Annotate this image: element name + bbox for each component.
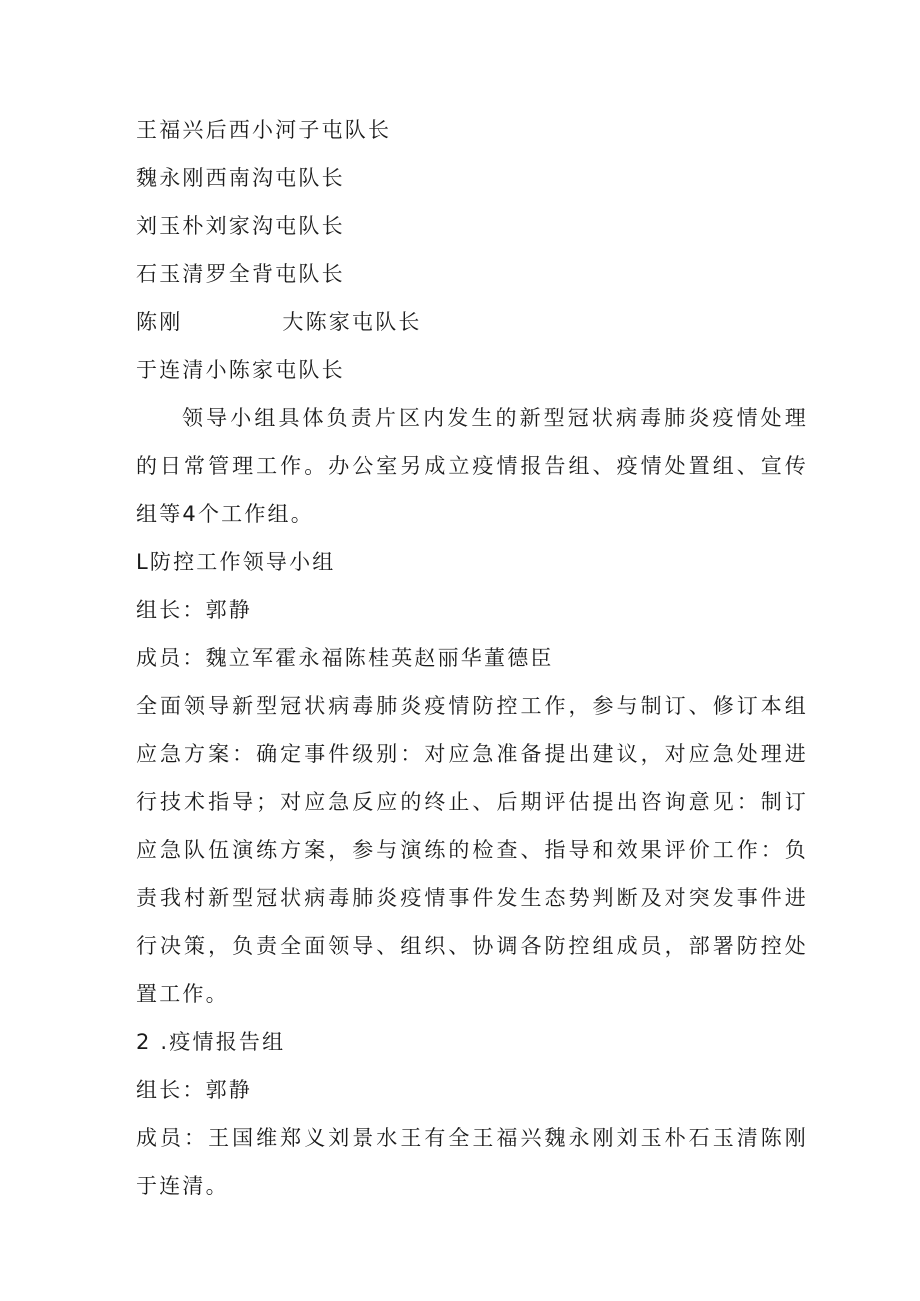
intro-paragraph: 领导小组具体负责片区内发生的新型冠状病毒肺炎疫情处理的日常管理工作。办公室另成立疫情报告组、疫情处置组、宣传组等4个工作组。 bbox=[136, 406, 808, 526]
group1-members: 成员：魏立军霍永福陈桂英赵丽华董德臣 bbox=[136, 646, 554, 670]
member-line: 刘玉朴刘家沟屯队长 bbox=[136, 214, 345, 238]
document-body bbox=[136, 106, 808, 1210]
group1-heading: L防控工作领导小组 bbox=[136, 550, 336, 574]
group2-leader: 组长：郭静 bbox=[136, 1078, 252, 1102]
member-line: 石玉清罗全背屯队长 bbox=[136, 262, 345, 286]
member-line: 于连清小陈家屯队长 bbox=[136, 358, 345, 382]
member-title: 大陈家屯队长 bbox=[282, 310, 422, 334]
group1-leader: 组长：郭静 bbox=[136, 598, 252, 622]
group1-duties: 全面领导新型冠状病毒肺炎疫情防控工作，参与制订、修订本组应急方案：确定事件级别：对应急准备提出建议，对应急处理进行技术指导；对应急反应的终止、后期评估提出咨询意见：制订应急队伍演练方案，参与演练的检查、指导和效果评价工作：负责我村新型冠状病毒肺炎疫情事件发生态势判断及对突发事件进行决策，负责全面领导、组织、协调各防控组成员，部署防控处置工作。 bbox=[136, 694, 808, 1006]
member-name: 陈刚 bbox=[136, 310, 183, 334]
member-line: 魏永刚西南沟屯队长 bbox=[136, 166, 345, 190]
group2-members: 成员：王国维郑义刘景水王有全王福兴魏永刚刘玉朴石玉清陈刚于连清。 bbox=[136, 1126, 808, 1198]
member-line-chen-gang bbox=[136, 298, 808, 346]
group2-heading: 2 .疫情报告组 bbox=[136, 1030, 286, 1054]
member-line: 王福兴后西小河子屯队长 bbox=[136, 118, 392, 142]
